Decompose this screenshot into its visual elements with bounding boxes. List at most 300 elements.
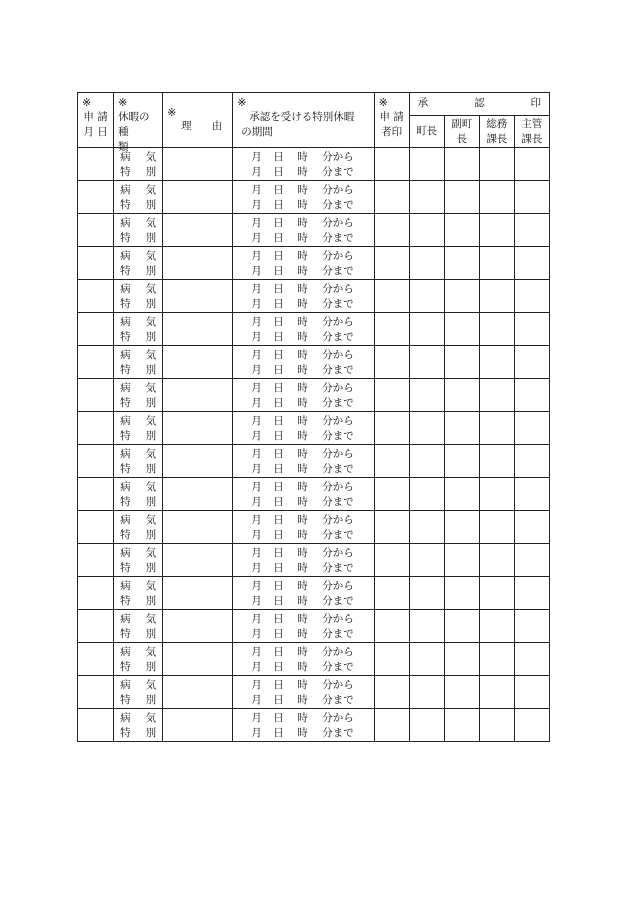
header-date-line1: 申 請 [83,111,108,123]
applicant-seal-cell[interactable] [374,676,409,709]
responsible-chief-seal-cell[interactable] [514,478,549,511]
month-label: 月 [251,547,262,559]
responsible-chief-seal-cell[interactable] [514,280,549,313]
responsible-chief-seal-cell[interactable] [514,346,549,379]
day-label: 日 [273,496,284,508]
vice-mayor-seal-cell[interactable] [444,346,479,379]
general-affairs-seal-cell[interactable] [479,709,514,742]
hour-label: 時 [297,349,308,361]
month-label: 月 [251,382,262,394]
leave-kind-cell[interactable] [114,214,163,247]
hour-label: 時 [297,184,308,196]
application-date-cell[interactable] [78,181,114,214]
period-cell[interactable] [233,412,374,445]
period-cell[interactable] [233,148,374,181]
applicant-seal-cell[interactable] [374,445,409,478]
applicant-seal-cell[interactable] [374,577,409,610]
leave-kind-cell[interactable] [114,412,163,445]
reason-cell[interactable] [163,280,233,313]
header-kind-line2a: 種 [118,126,129,138]
day-label: 日 [273,661,284,673]
application-date-cell[interactable] [78,412,114,445]
reason-cell[interactable] [163,214,233,247]
period-from-line [251,711,373,726]
application-date-cell[interactable] [78,643,114,676]
day-label: 日 [273,547,284,559]
vice-mayor-seal-cell[interactable] [444,412,479,445]
header-vice-mayor [444,116,479,148]
leave-kind-cell[interactable] [114,511,163,544]
general-affairs-seal-cell[interactable] [479,511,514,544]
mayor-seal-cell[interactable] [409,181,444,214]
day-label: 日 [273,298,284,310]
vice-mayor-seal-cell[interactable] [444,148,479,181]
kind-special-b: 別 [145,232,157,244]
day-label: 日 [273,514,284,526]
vice-mayor-seal-cell[interactable] [444,214,479,247]
applicant-seal-cell[interactable] [374,610,409,643]
mark-symbol: ※ [378,96,388,109]
kind-sick-a: 病 [120,382,131,394]
responsible-chief-seal-cell[interactable] [514,148,549,181]
month-label: 月 [251,184,262,196]
application-date-cell[interactable] [78,214,114,247]
hour-label: 時 [297,580,308,592]
kind-sick-a: 病 [120,679,131,691]
general-affairs-seal-cell[interactable] [479,214,514,247]
reason-cell[interactable] [163,544,233,577]
mayor-seal-cell[interactable] [409,313,444,346]
general-affairs-seal-cell[interactable] [479,445,514,478]
header-approval-b: 認 [474,97,485,109]
mayor-seal-cell[interactable] [409,214,444,247]
responsible-chief-seal-cell[interactable] [514,412,549,445]
mayor-seal-cell[interactable] [409,511,444,544]
table-row [78,445,550,478]
hour-label: 時 [297,514,308,526]
reason-cell[interactable] [163,313,233,346]
reason-cell[interactable] [163,148,233,181]
day-label: 日 [273,232,284,244]
period-cell[interactable] [233,346,374,379]
applicant-seal-cell[interactable] [374,214,409,247]
application-date-cell[interactable] [78,709,114,742]
hour-label: 時 [297,547,308,559]
header-approval-seal [409,93,549,116]
mayor-seal-cell[interactable] [409,346,444,379]
leave-kind-cell[interactable] [114,247,163,280]
hour-label: 時 [297,364,308,376]
mayor-seal-cell[interactable] [409,478,444,511]
general-affairs-seal-cell[interactable] [479,313,514,346]
kind-special-line [120,462,156,477]
leave-kind-cell[interactable] [114,313,163,346]
mayor-seal-cell[interactable] [409,709,444,742]
period-cell[interactable] [233,214,374,247]
hour-label: 時 [297,712,308,724]
applicant-seal-cell[interactable] [374,643,409,676]
from-label: 分から [322,613,354,625]
table-row [78,511,550,544]
kind-sick-line [120,513,156,528]
general-affairs-seal-cell[interactable] [479,280,514,313]
month-label: 月 [251,661,262,673]
kind-sick-line [120,711,156,726]
period-until-line [251,693,373,708]
table-row [78,643,550,676]
responsible-chief-seal-cell[interactable] [514,511,549,544]
leave-kind-cell[interactable] [114,181,163,214]
vice-mayor-seal-cell[interactable] [444,544,479,577]
general-affairs-seal-cell[interactable] [479,478,514,511]
vice-mayor-seal-cell[interactable] [444,610,479,643]
kind-special-a: 特 [120,727,131,739]
period-from-line [251,282,373,297]
leave-kind-cell[interactable] [114,379,163,412]
day-label: 日 [273,562,284,574]
hour-label: 時 [297,265,308,277]
until-label: 分まで [322,430,354,442]
applicant-seal-cell[interactable] [374,247,409,280]
applicant-seal-cell[interactable] [374,544,409,577]
header-applicant-line1: 申 請 [379,111,404,123]
month-label: 月 [251,463,262,475]
vice-mayor-seal-cell[interactable] [444,445,479,478]
reason-cell[interactable] [163,379,233,412]
reason-cell[interactable] [163,709,233,742]
applicant-seal-cell[interactable] [374,280,409,313]
mayor-seal-cell[interactable] [409,643,444,676]
month-label: 月 [251,250,262,262]
reason-cell[interactable] [163,478,233,511]
month-label: 月 [251,331,262,343]
hour-label: 時 [297,727,308,739]
leave-kind-cell[interactable] [114,445,163,478]
leave-kind-cell[interactable] [114,544,163,577]
vice-mayor-seal-cell[interactable] [444,313,479,346]
hour-label: 時 [297,496,308,508]
month-label: 月 [251,349,262,361]
leave-kind-cell[interactable] [114,610,163,643]
leave-kind-cell[interactable] [114,676,163,709]
table-row [78,346,550,379]
kind-sick-a: 病 [120,646,131,658]
kind-sick-b: 気 [145,250,157,262]
vice-mayor-seal-cell[interactable] [444,511,479,544]
month-label: 月 [251,562,262,574]
period-cell[interactable] [233,676,374,709]
applicant-seal-cell[interactable] [374,709,409,742]
kind-sick-b: 気 [145,151,157,163]
application-date-cell[interactable] [78,280,114,313]
kind-sick-b: 気 [145,481,157,493]
period-cell[interactable] [233,445,374,478]
responsible-chief-seal-cell[interactable] [514,379,549,412]
reason-cell[interactable] [163,676,233,709]
from-label: 分から [322,283,354,295]
period-until-line [251,231,373,246]
period-from-line [251,612,373,627]
applicant-seal-cell[interactable] [374,478,409,511]
general-affairs-seal-cell[interactable] [479,181,514,214]
day-label: 日 [273,415,284,427]
soumu-line2: 課長 [486,132,508,145]
period-cell[interactable] [233,181,374,214]
general-affairs-seal-cell[interactable] [479,412,514,445]
applicant-seal-cell[interactable] [374,379,409,412]
application-date-cell[interactable] [78,478,114,511]
period-cell[interactable] [233,379,374,412]
application-date-cell[interactable] [78,445,114,478]
day-label: 日 [273,199,284,211]
hour-label: 時 [297,250,308,262]
mayor-seal-cell[interactable] [409,280,444,313]
reason-cell[interactable] [163,511,233,544]
period-cell[interactable] [233,478,374,511]
general-affairs-seal-cell[interactable] [479,544,514,577]
mayor-seal-cell[interactable] [409,676,444,709]
mark-symbol: ※ [118,96,128,109]
kind-special-line [120,627,156,642]
period-cell[interactable] [233,610,374,643]
kind-sick-a: 病 [120,514,131,526]
mayor-seal-cell[interactable] [409,544,444,577]
applicant-seal-cell[interactable] [374,148,409,181]
responsible-chief-seal-cell[interactable] [514,577,549,610]
vice-mayor-seal-cell[interactable] [444,280,479,313]
responsible-chief-seal-cell[interactable] [514,709,549,742]
period-until-line [251,363,373,378]
mayor-seal-cell[interactable] [409,412,444,445]
period-from-line [251,414,373,429]
reason-cell[interactable] [163,412,233,445]
month-label: 月 [251,694,262,706]
general-affairs-seal-cell[interactable] [479,676,514,709]
reason-cell[interactable] [163,346,233,379]
responsible-chief-seal-cell[interactable] [514,214,549,247]
hour-label: 時 [297,562,308,574]
vice-mayor-seal-cell[interactable] [444,676,479,709]
kind-special-a: 特 [120,694,131,706]
mayor-seal-cell[interactable] [409,247,444,280]
kind-sick-line [120,249,156,264]
reason-cell[interactable] [163,247,233,280]
kind-special-a: 特 [120,199,131,211]
until-label: 分まで [322,628,354,640]
kind-sick-line [120,678,156,693]
hour-label: 時 [297,529,308,541]
kind-sick-b: 気 [145,679,157,691]
header-date-line2: 月 日 [83,126,108,138]
vice-mayor-seal-cell[interactable] [444,643,479,676]
kind-special-line [120,495,156,510]
table-row [78,313,550,346]
reason-cell[interactable] [163,445,233,478]
day-label: 日 [273,184,284,196]
until-label: 分まで [322,364,354,376]
table-row [78,544,550,577]
shukan-line2: 課長 [521,132,543,145]
kind-special-a: 特 [120,166,131,178]
applicant-seal-cell[interactable] [374,346,409,379]
kind-special-a: 特 [120,628,131,640]
kind-sick-line [120,579,156,594]
application-date-cell[interactable] [78,511,114,544]
hour-label: 時 [297,448,308,460]
vice-mayor-seal-cell[interactable] [444,181,479,214]
hour-label: 時 [297,463,308,475]
mayor-seal-cell[interactable] [409,445,444,478]
from-label: 分から [322,217,354,229]
day-label: 日 [273,316,284,328]
vice-mayor-seal-cell[interactable] [444,577,479,610]
kind-special-a: 特 [120,298,131,310]
application-date-cell[interactable] [78,247,114,280]
leave-request-form [77,92,550,742]
period-cell[interactable] [233,313,374,346]
period-cell[interactable] [233,247,374,280]
day-label: 日 [273,217,284,229]
vice-mayor-seal-cell[interactable] [444,709,479,742]
reason-cell[interactable] [163,577,233,610]
period-cell[interactable] [233,577,374,610]
responsible-chief-seal-cell[interactable] [514,676,549,709]
applicant-seal-cell[interactable] [374,412,409,445]
leave-kind-cell[interactable] [114,577,163,610]
day-label: 日 [273,727,284,739]
vice-mayor-seal-cell[interactable] [444,247,479,280]
header-general-affairs-chief [479,116,514,148]
header-application-date [78,93,114,148]
general-affairs-seal-cell[interactable] [479,577,514,610]
leave-kind-cell[interactable] [114,709,163,742]
period-until-line [251,561,373,576]
general-affairs-seal-cell[interactable] [479,247,514,280]
kind-sick-a: 病 [120,415,131,427]
reason-cell[interactable] [163,643,233,676]
header-reason [163,93,233,148]
mayor-seal-cell[interactable] [409,379,444,412]
until-label: 分まで [322,331,354,343]
kind-special-a: 特 [120,397,131,409]
day-label: 日 [273,481,284,493]
period-until-line [251,198,373,213]
period-from-line [251,579,373,594]
until-label: 分まで [322,298,354,310]
applicant-seal-cell[interactable] [374,511,409,544]
reason-cell[interactable] [163,610,233,643]
application-date-cell[interactable] [78,544,114,577]
applicant-seal-cell[interactable] [374,313,409,346]
header-leave-kind [114,93,163,153]
month-label: 月 [251,364,262,376]
kind-sick-a: 病 [120,448,131,460]
responsible-chief-seal-cell[interactable] [514,181,549,214]
mayor-seal-cell[interactable] [409,148,444,181]
period-cell[interactable] [233,544,374,577]
responsible-chief-seal-cell[interactable] [514,445,549,478]
general-affairs-seal-cell[interactable] [479,643,514,676]
responsible-chief-seal-cell[interactable] [514,544,549,577]
month-label: 月 [251,265,262,277]
responsible-chief-seal-cell[interactable] [514,643,549,676]
period-cell[interactable] [233,709,374,742]
application-date-cell[interactable] [78,379,114,412]
kind-special-line [120,297,156,312]
kind-sick-a: 病 [120,547,131,559]
responsible-chief-seal-cell[interactable] [514,247,549,280]
kind-sick-line [120,480,156,495]
period-from-line [251,678,373,693]
hour-label: 時 [297,628,308,640]
application-date-cell[interactable] [78,346,114,379]
application-date-cell[interactable] [78,148,114,181]
general-affairs-seal-cell[interactable] [479,610,514,643]
general-affairs-seal-cell[interactable] [479,346,514,379]
day-label: 日 [273,463,284,475]
vice-mayor-seal-cell[interactable] [444,379,479,412]
period-cell[interactable] [233,643,374,676]
kind-special-a: 特 [120,529,131,541]
responsible-chief-seal-cell[interactable] [514,610,549,643]
kind-sick-line [120,447,156,462]
kind-special-a: 特 [120,430,131,442]
day-label: 日 [273,349,284,361]
hour-label: 時 [297,166,308,178]
period-cell[interactable] [233,280,374,313]
responsible-chief-seal-cell[interactable] [514,313,549,346]
general-affairs-seal-cell[interactable] [479,148,514,181]
kind-sick-line [120,216,156,231]
kind-sick-a: 病 [120,613,131,625]
application-date-cell[interactable] [78,313,114,346]
kind-sick-line [120,315,156,330]
until-label: 分まで [322,529,354,541]
period-from-line [251,348,373,363]
leave-kind-cell[interactable] [114,643,163,676]
day-label: 日 [273,613,284,625]
mayor-seal-cell[interactable] [409,577,444,610]
until-label: 分まで [322,694,354,706]
table-row [78,676,550,709]
hour-label: 時 [297,694,308,706]
month-label: 月 [251,397,262,409]
month-label: 月 [251,415,262,427]
mayor-seal-cell[interactable] [409,610,444,643]
kind-special-b: 別 [145,298,157,310]
kind-sick-b: 気 [145,217,157,229]
leave-table [77,92,550,742]
applicant-seal-cell[interactable] [374,181,409,214]
application-date-cell[interactable] [78,676,114,709]
table-row [78,709,550,742]
leave-kind-cell[interactable] [114,478,163,511]
month-label: 月 [251,646,262,658]
month-label: 月 [251,712,262,724]
from-label: 分から [322,349,354,361]
application-date-cell[interactable] [78,610,114,643]
period-cell[interactable] [233,511,374,544]
reason-cell[interactable] [163,181,233,214]
general-affairs-seal-cell[interactable] [479,379,514,412]
leave-kind-cell[interactable] [114,280,163,313]
kind-sick-line [120,282,156,297]
until-label: 分まで [322,199,354,211]
kind-sick-b: 気 [145,613,157,625]
vice-mayor-seal-cell[interactable] [444,478,479,511]
application-date-cell[interactable] [78,577,114,610]
leave-kind-cell[interactable] [114,346,163,379]
